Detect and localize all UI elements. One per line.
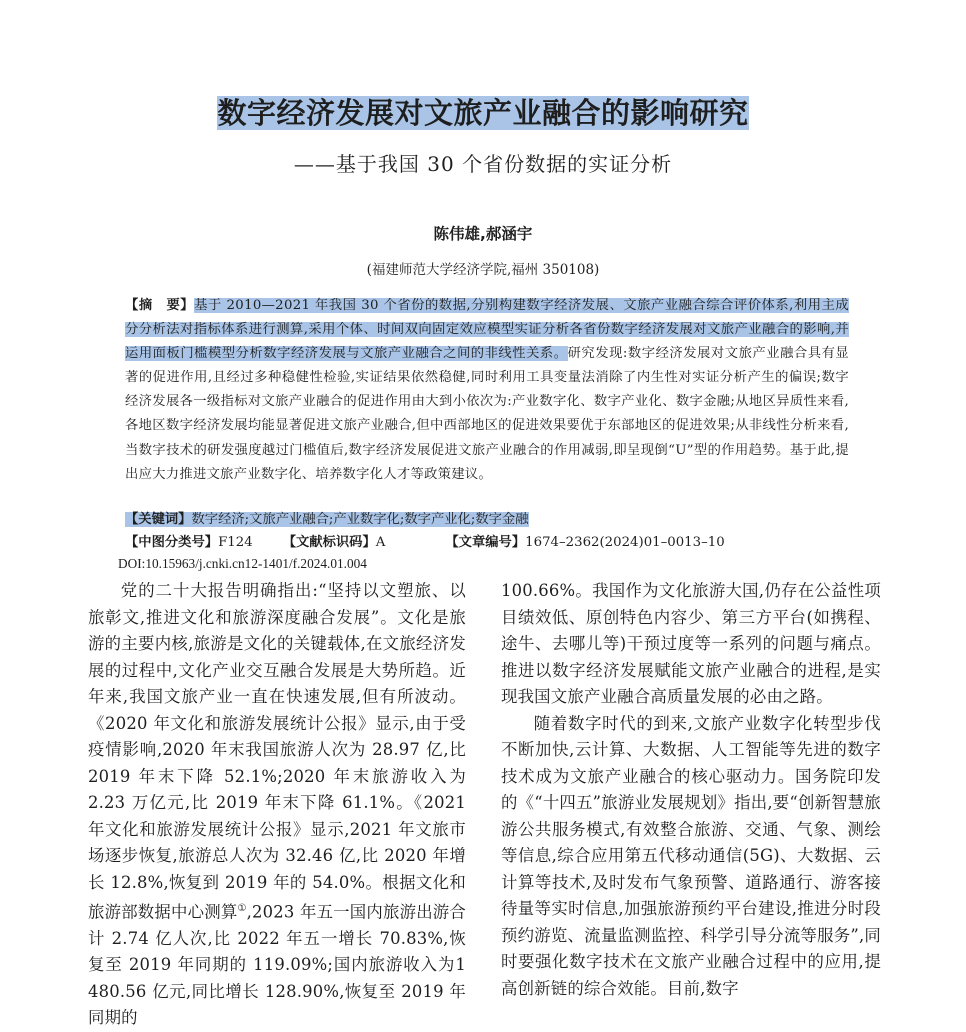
- title-text: 数字经济发展对文旅产业融合的影响研究: [217, 96, 749, 130]
- clc-value: F124: [218, 535, 253, 550]
- abstract-text: 研究发现:数字经济发展对文旅产业融合具有显著的促进作用,且经过多种稳健性检验,实证结果依然稳健,同时利用工具变量法消除了内生性对实证分析产生的偏误;数字经济发展各一级指标对文旅产业融合的促进作用由大到小依次为:产业数字化、数字产业化、数字金融;从地区异质性来看,各地区数字经济发展均能显著促进文旅产业融合,但中西部地区的促进效果要优于东部地区的促进效果;从非线性分析来看,当数字技术的研发强度越过门槛值后,数字经济发展促进文旅产业融合的作用减弱,即呈现倒“U”型的作用趋势。基于此,提出应大力推进文旅产业数字化、培养数字化人才等政策建议。: [125, 346, 849, 482]
- abstract-highlighted-text: 基于 2010—2021 年我国 30 个省份的数据,分别构建数字经济发展、文旅产业融合综合评价体系,利用主成分分析法对指标体系进行测算,采用个体、时间双向固定效应模型实证分析各省份数字经济发展对文旅产业融合的影响,并运用面板门槛模型分析数字经济发展与文旅产业融合之间的非线性关系。: [125, 298, 850, 362]
- article-number-label: 【文章编号】: [445, 535, 526, 550]
- body-right-column: [501, 578, 881, 1002]
- authors: 陈伟雄,郝涵宇: [433, 225, 533, 243]
- doi: DOI:10.15963/j.cnki.cn12-1401/f.2024.01.004: [118, 556, 367, 571]
- keywords: [125, 509, 849, 531]
- body-paragraph: 100.66%。我国作为文化旅游大国,仍存在公益性项目绩效低、原创特色内容少、第三方平台(如携程、途牛、去哪儿等)干预过度等一系列的问题与痛点。推进以数字经济发展赋能文旅产业融合的进程,是实现我国文旅产业融合高质量发展的必由之路。: [501, 581, 881, 706]
- body-text: 党的二十大报告明确指出:“坚持以文塑旅、以旅彰文,推进文化和旅游深度融合发展”。文化是旅游的主要内核,旅游是文化的关键载体,在文旅经济发展的过程中,文化产业交互融合发展是大势所趋。近年来,我国文旅产业一直在快速发展,但有所波动。《2020 年文化和旅游发展统计公报》显示,由于受疫情影响,2020 年末我国旅游人次为 28.97 亿,比 2019 年末下降 52.1%;2020 年末旅游收入为 2.23 万亿元,比 2019 年末下降 61.1%。《2021 年文化和旅游发展统计公报》显示,2021 年文旅市场逐步恢复,旅游总人次为 32.46 亿,比 2020 年增长 12.8%,恢复到 2019 年的 54.0%。根据文化和旅游部数据中心测算: [88, 581, 466, 922]
- body-left-column: [88, 578, 466, 1032]
- keywords-value: 数字经济;文旅产业融合;产业数字化;数字产业化;数字金融: [191, 512, 529, 527]
- keywords-highlight: [125, 512, 529, 527]
- classification-line: [125, 532, 849, 554]
- doc-code-label: 【文献标识码】: [282, 535, 376, 550]
- footnote-mark[interactable]: ①: [237, 903, 247, 914]
- body-paragraph: [88, 578, 466, 1032]
- article-number-value: 1674–2362(2024)01–0013–10: [525, 535, 725, 550]
- clc-label: 【中图分类号】: [125, 535, 219, 550]
- abstract: [125, 294, 849, 487]
- body-text: ,2023 年五一国内旅游出游合计 2.74 亿人次,比 2022 年五一增长 70.83%,恢复至 2019 年同期的 119.09%;国内旅游收入为1 480.56 亿元,同比增长 128.90%,恢复至 2019 年同期的: [88, 902, 466, 1028]
- affiliation: (福建师范大学经济学院,福州 350108): [366, 262, 600, 278]
- body-paragraph: 随着数字时代的到来,文旅产业数字化转型步伐不断加快,云计算、大数据、人工智能等先进的数字技术成为文旅产业融合的核心驱动力。国务院印发的《“十四五”旅游业发展规划》指出,要“创新智慧旅游公共服务模式,有效整合旅游、交通、气象、测绘等信息,综合应用第五代移动通信(5G)、大数据、云计算等技术,及时发布气象预警、道路通行、游客接待量等实时信息,加强旅游预约平台建设,推进分时段预约游览、流量监测监控、科学引导分流等服务”,同时要强化数字技术在文旅产业融合过程中的应用,提高创新链的综合效能。目前,数字: [501, 713, 881, 998]
- doc-code-value: A: [375, 535, 386, 550]
- abstract-label: 【摘 要】: [125, 298, 195, 313]
- keywords-label: 【关键词】: [125, 512, 192, 527]
- paper-subtitle: ——基于我国 30 个省份数据的实证分析: [293, 152, 673, 176]
- paper-title: [0, 94, 966, 132]
